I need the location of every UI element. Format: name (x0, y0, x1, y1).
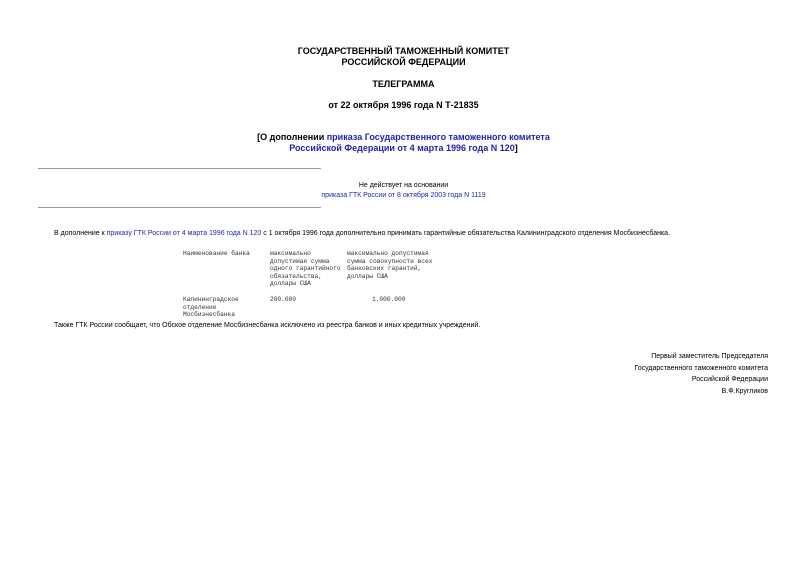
table-header-cell: максимально допустимая (347, 250, 429, 257)
subject-prefix: [О дополнении (257, 132, 327, 142)
subject-suffix: ] (514, 143, 518, 153)
subject-line2 (0, 143, 807, 154)
document-type: ТЕЛЕГРАММА (372, 79, 435, 89)
table-header-bank (183, 250, 250, 258)
table-cell-max-single: 200.000 (270, 296, 296, 303)
subject-link-line1[interactable]: приказа Государственного таможенного комитета (326, 132, 550, 142)
table-header-cell: банковских гарантий, (347, 265, 422, 273)
table-header-cell: одного гарантийного (270, 265, 341, 273)
table-header-cell: допустимая сумма (270, 257, 330, 265)
document-date-number: от 22 октября 1996 года N Т-21835 (328, 100, 479, 110)
subject-line1 (0, 132, 807, 143)
table-cell: Калининградское (183, 296, 239, 303)
table-cell: отделение (183, 303, 217, 311)
signature-position-line1: Первый заместитель Председателя (651, 353, 768, 360)
table-header-cell: максимально (270, 250, 311, 257)
p1-suffix: с 1 октября 1996 года дополнительно принимать гарантийные обязательства Калининградского отделения Мосбизнесбанка. (261, 230, 671, 237)
signature-position-line2: Государственного таможенного комитета (634, 364, 768, 372)
signature-block (634, 351, 768, 397)
table-header-cell: доллары США (347, 272, 388, 280)
notice-text: Не действует на основании (358, 182, 449, 189)
divider-top (38, 168, 321, 169)
signature-position-line3: Российской Федерации (691, 376, 768, 383)
signature-name: В.Ф.Кругликов (721, 387, 768, 395)
subject-link-line2[interactable]: Российской Федерации от 4 марта 1996 года N 120 (289, 143, 515, 153)
p1-prefix: В дополнение к (54, 230, 107, 237)
notice-link[interactable]: приказа ГТК России от 8 октября 2003 года N 1119 (321, 192, 486, 199)
table-cell: Мосбизнесбанка (183, 311, 235, 319)
table-cell-bank (183, 296, 239, 319)
divider-bottom (38, 207, 321, 208)
table-header-cell: Наименование банка (183, 250, 250, 257)
table-header-cell: обязательства, (270, 272, 322, 280)
table-header-cell: доллары США (270, 280, 311, 288)
table-cell-max-total: 1.000.000 (372, 296, 406, 303)
table-header-max-single (270, 250, 341, 288)
header-agency-line2: РОССИЙСКОЙ ФЕДЕРАЦИИ (341, 57, 466, 67)
table-header-max-total (347, 250, 432, 280)
p1-link[interactable]: приказу ГТК России от 4 марта 1996 года N 120 (106, 230, 262, 237)
paragraph-2: Также ГТК России сообщает, что Обское отделение Мосбизнесбанка исключено из реестра банков и иных кредитных учреждений. (54, 322, 481, 329)
paragraph-1 (54, 229, 670, 238)
table-header-cell: сумма совокупности всех (347, 257, 433, 265)
header-agency-line1: ГОСУДАРСТВЕННЫЙ ТАМОЖЕННЫЙ КОМИТЕТ (297, 46, 510, 56)
